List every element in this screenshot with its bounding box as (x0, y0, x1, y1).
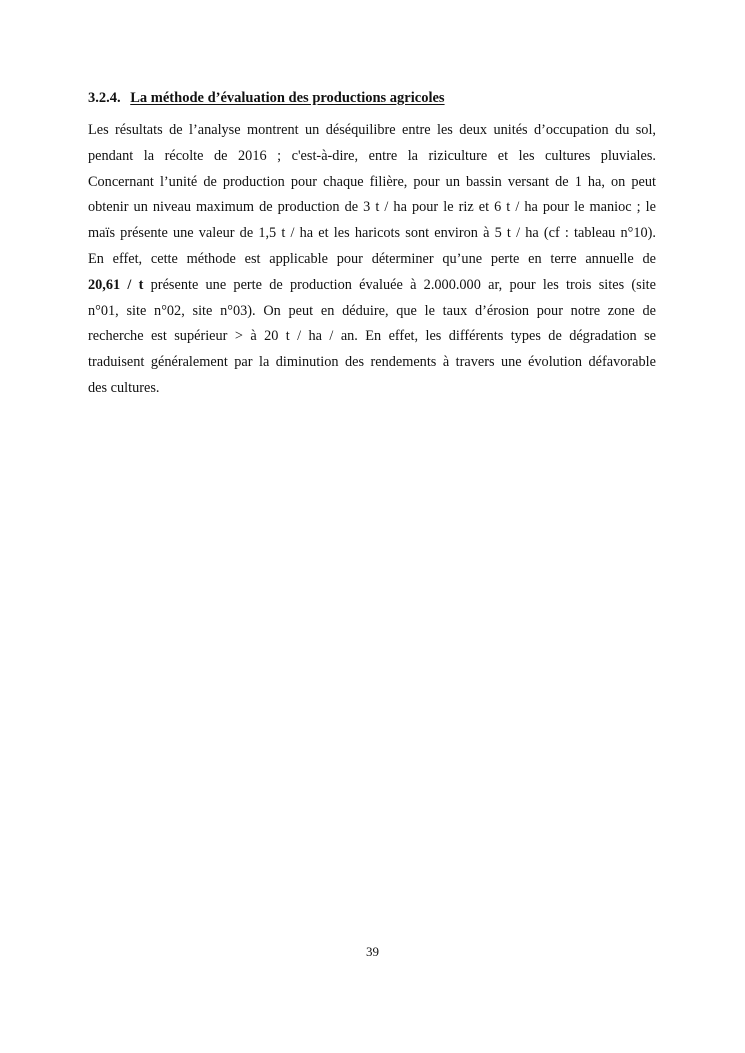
bold-value: 20,61 / t (88, 276, 144, 293)
paragraph-line: Concernant l’unité de production pour chaque filière, pour un bassin versant de 1 ha, on peut (88, 173, 656, 190)
paragraph-line: Les résultats de l’analyse montrent un déséquilibre entre les deux unités d’occupation du sol, (88, 122, 656, 138)
section-heading (88, 88, 658, 108)
paragraph-line: En effet, cette méthode est applicable pour déterminer qu’une perte en terre annuelle de (88, 250, 656, 267)
page-number: 39 (366, 944, 379, 959)
paragraph-line: obtenir un niveau maximum de production de 3 t / ha pour le riz et 6 t / ha pour le manioc ; le (88, 199, 656, 216)
paragraph-line: n°01, site n°02, site n°03). On peut en déduire, que le taux d’érosion pour notre zone de (88, 302, 656, 319)
paragraph-line: maïs présente une valeur de 1,5 t / ha et les haricots sont environ à 5 t / ha (cf : tableau n°10). (88, 225, 656, 242)
paragraph-line: recherche est supérieur > à 20 t / ha / an. En effet, les différents types de dégradation se (88, 328, 656, 345)
section-number: 3.2.4. (88, 90, 121, 106)
paragraph-line: des cultures. (88, 379, 160, 396)
section-title: La méthode d’évaluation des productions agricoles (130, 90, 445, 106)
paragraph-line-rest: présente une perte de production évaluée à 2.000.000 ar, pour les trois sites (site (150, 276, 656, 293)
body-paragraph (88, 118, 656, 402)
paragraph-line: pendant la récolte de 2016 ; c'est-à-dire, entre la riziculture et les cultures pluviales. (88, 147, 656, 164)
paragraph-line: traduisent généralement par la diminution des rendements à travers une évolution défavorable (88, 354, 656, 371)
paragraph-line-with-bold (88, 273, 656, 299)
